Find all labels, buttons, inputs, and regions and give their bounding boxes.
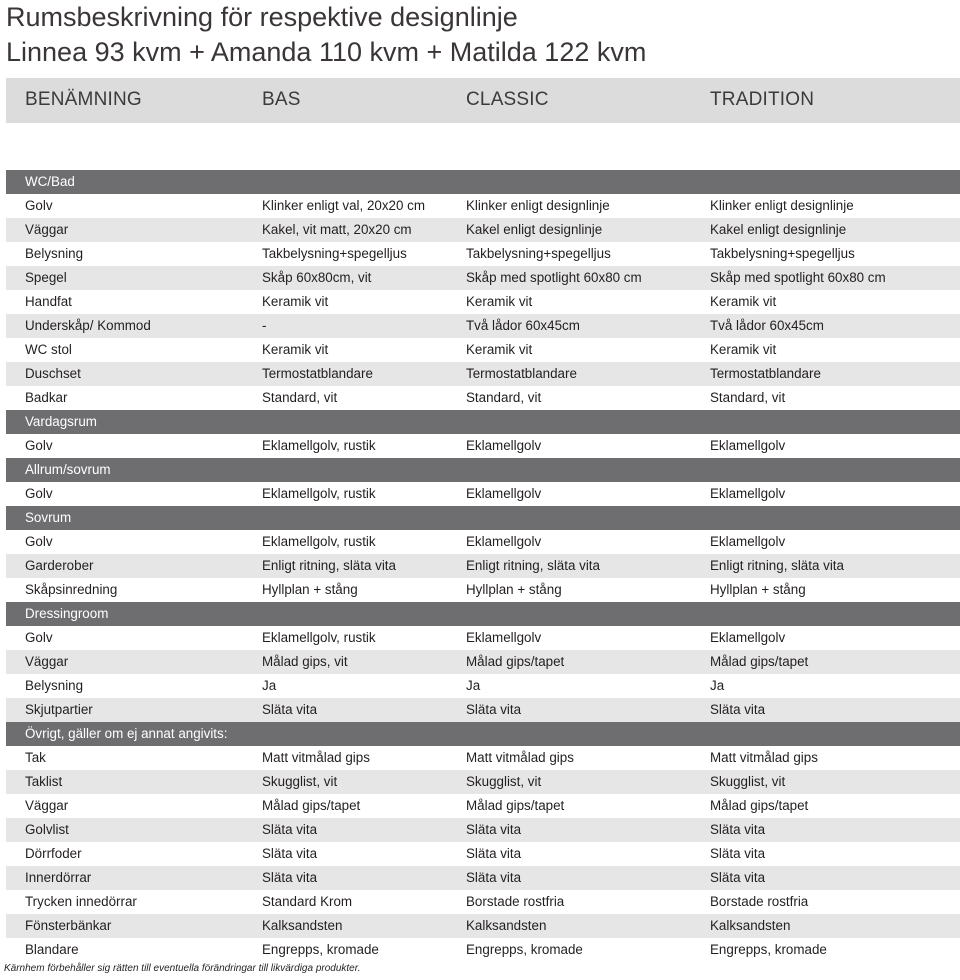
row-label: Golvlist [25,822,69,837]
row-label: Golv [25,630,53,645]
section-label: Allrum/sovrum [25,462,111,477]
header-bas: BAS [262,89,301,110]
table-row [6,914,960,938]
cell-tradition: Keramik vit [710,342,777,357]
table-row [6,698,960,722]
cell-bas: Klinker enligt val, 20x20 cm [262,198,425,213]
cell-tradition: Takbelysning+spegelljus [710,246,855,261]
cell-tradition: Målad gips/tapet [710,798,809,813]
table-row [6,314,960,338]
cell-classic: Släta vita [466,702,522,717]
section-header [6,410,960,434]
section-header [6,170,960,194]
table-row [6,818,960,842]
title-line-1: Rumsbeskrivning för respektive designlinje [6,2,518,32]
cell-tradition: Kalksandsten [710,918,791,933]
cell-tradition: Klinker enligt designlinje [710,198,854,213]
table-row [6,890,960,914]
cell-tradition: Eklamellgolv [710,534,786,549]
cell-tradition: Borstade rostfria [710,894,809,909]
row-label: Garderober [25,558,94,573]
cell-bas: Engrepps, kromade [262,942,379,957]
cell-tradition: Släta vita [710,822,766,837]
row-label: Handfat [25,294,72,309]
table-row [6,194,960,218]
title-line-2: Linnea 93 kvm + Amanda 110 kvm + Matilda 122 kvm [6,37,647,67]
table-row [6,434,960,458]
table-row [6,674,960,698]
cell-classic: Eklamellgolv [466,438,542,453]
row-label: Spegel [25,270,67,285]
section-label: WC/Bad [25,174,75,189]
cell-tradition: Två lådor 60x45cm [710,318,824,333]
table-row [6,578,960,602]
cell-bas: Eklamellgolv, rustik [262,438,376,453]
row-label: Underskåp/ Kommod [25,318,151,333]
header-benamning: BENÄMNING [25,89,142,110]
cell-bas: Släta vita [262,822,318,837]
cell-classic: Standard, vit [466,390,542,405]
row-label: Väggar [25,798,69,813]
cell-bas: Termostatblandare [262,366,373,381]
column-header-band [6,78,960,123]
section-header [6,458,960,482]
cell-classic: Ja [466,678,481,693]
cell-tradition: Släta vita [710,870,766,885]
cell-tradition: Kakel enligt designlinje [710,222,847,237]
cell-classic: Enligt ritning, släta vita [466,558,600,573]
cell-bas: - [262,318,267,333]
row-label: Blandare [25,942,79,957]
table-row [6,650,960,674]
cell-classic: Kakel enligt designlinje [466,222,603,237]
section-label: Vardagsrum [25,414,97,429]
cell-bas: Kalksandsten [262,918,343,933]
cell-tradition: Släta vita [710,702,766,717]
table-row [6,938,960,962]
cell-bas: Standard Krom [262,894,353,909]
row-label: Golv [25,534,53,549]
section-label: Sovrum [25,510,72,525]
row-label: Dörrfoder [25,846,82,861]
cell-classic: Engrepps, kromade [466,942,583,957]
cell-classic: Målad gips/tapet [466,654,565,669]
cell-tradition: Eklamellgolv [710,630,786,645]
row-label: WC stol [25,342,72,357]
cell-bas: Keramik vit [262,342,329,357]
cell-bas: Standard, vit [262,390,338,405]
cell-tradition: Keramik vit [710,294,777,309]
cell-classic: Hyllplan + stång [466,582,562,597]
table-row [6,866,960,890]
table-row [6,386,960,410]
cell-tradition: Eklamellgolv [710,486,786,501]
row-label: Tak [25,750,46,765]
cell-tradition: Målad gips/tapet [710,654,809,669]
cell-bas: Takbelysning+spegelljus [262,246,407,261]
row-label: Golv [25,198,53,213]
cell-tradition: Skåp med spotlight 60x80 cm [710,270,886,285]
cell-bas: Eklamellgolv, rustik [262,534,376,549]
cell-classic: Eklamellgolv [466,630,542,645]
row-label: Skjutpartier [25,702,93,717]
cell-classic: Släta vita [466,870,522,885]
cell-bas: Släta vita [262,870,318,885]
cell-bas: Släta vita [262,846,318,861]
cell-bas: Målad gips/tapet [262,798,361,813]
table-row [6,530,960,554]
cell-tradition: Hyllplan + stång [710,582,806,597]
cell-bas: Keramik vit [262,294,329,309]
table-row [6,626,960,650]
cell-tradition: Engrepps, kromade [710,942,827,957]
cell-bas: Skåp 60x80cm, vit [262,270,372,285]
cell-tradition: Matt vitmålad gips [710,750,818,765]
cell-classic: Klinker enligt designlinje [466,198,610,213]
table-row [6,794,960,818]
cell-classic: Två lådor 60x45cm [466,318,580,333]
row-label: Badkar [25,390,68,405]
row-label: Innerdörrar [25,870,92,885]
cell-classic: Kalksandsten [466,918,547,933]
row-label: Väggar [25,222,69,237]
row-label: Golv [25,438,53,453]
cell-classic: Keramik vit [466,294,533,309]
cell-bas: Skugglist, vit [262,774,338,789]
cell-classic: Målad gips/tapet [466,798,565,813]
table-row [6,266,960,290]
cell-tradition: Släta vita [710,846,766,861]
footnote: Kärnhem förbehåller sig rätten till eventuella förändringar till likvärdiga produkter. [4,963,361,974]
table-row [6,242,960,266]
table-row [6,218,960,242]
cell-tradition: Ja [710,678,725,693]
section-label: Dressingroom [25,606,109,621]
cell-bas: Eklamellgolv, rustik [262,630,376,645]
room-description-table [6,170,960,962]
cell-tradition: Enligt ritning, släta vita [710,558,844,573]
table-row [6,842,960,866]
row-label: Trycken innedörrar [25,894,137,909]
page-title [6,0,646,70]
row-label: Duschset [25,366,81,381]
row-label: Taklist [25,774,63,789]
section-header [6,602,960,626]
cell-tradition: Eklamellgolv [710,438,786,453]
row-label: Väggar [25,654,69,669]
cell-classic: Skåp med spotlight 60x80 cm [466,270,642,285]
table-row [6,362,960,386]
cell-tradition: Termostatblandare [710,366,821,381]
cell-classic: Takbelysning+spegelljus [466,246,611,261]
cell-classic: Eklamellgolv [466,486,542,501]
cell-bas: Enligt ritning, släta vita [262,558,396,573]
cell-classic: Skugglist, vit [466,774,542,789]
cell-bas: Hyllplan + stång [262,582,358,597]
cell-bas: Släta vita [262,702,318,717]
row-label: Skåpsinredning [25,582,118,597]
section-header [6,722,960,746]
section-header [6,506,960,530]
cell-classic: Släta vita [466,846,522,861]
section-label: Övrigt, gäller om ej annat angivits: [25,726,228,741]
row-label: Belysning [25,246,84,261]
table-row [6,482,960,506]
cell-bas: Målad gips, vit [262,654,348,669]
cell-bas: Matt vitmålad gips [262,750,370,765]
cell-bas: Ja [262,678,277,693]
cell-classic: Matt vitmålad gips [466,750,574,765]
cell-tradition: Skugglist, vit [710,774,786,789]
header-tradition: TRADITION [710,89,815,110]
header-classic: CLASSIC [466,89,549,110]
table-row [6,290,960,314]
row-label: Fönsterbänkar [25,918,112,933]
cell-classic: Keramik vit [466,342,533,357]
cell-classic: Termostatblandare [466,366,577,381]
cell-tradition: Standard, vit [710,390,786,405]
cell-bas: Eklamellgolv, rustik [262,486,376,501]
table-row [6,338,960,362]
row-label: Belysning [25,678,84,693]
cell-classic: Eklamellgolv [466,534,542,549]
cell-classic: Borstade rostfria [466,894,565,909]
table-row [6,554,960,578]
table-row [6,746,960,770]
cell-bas: Kakel, vit matt, 20x20 cm [262,222,412,237]
cell-classic: Släta vita [466,822,522,837]
row-label: Golv [25,486,53,501]
table-row [6,770,960,794]
